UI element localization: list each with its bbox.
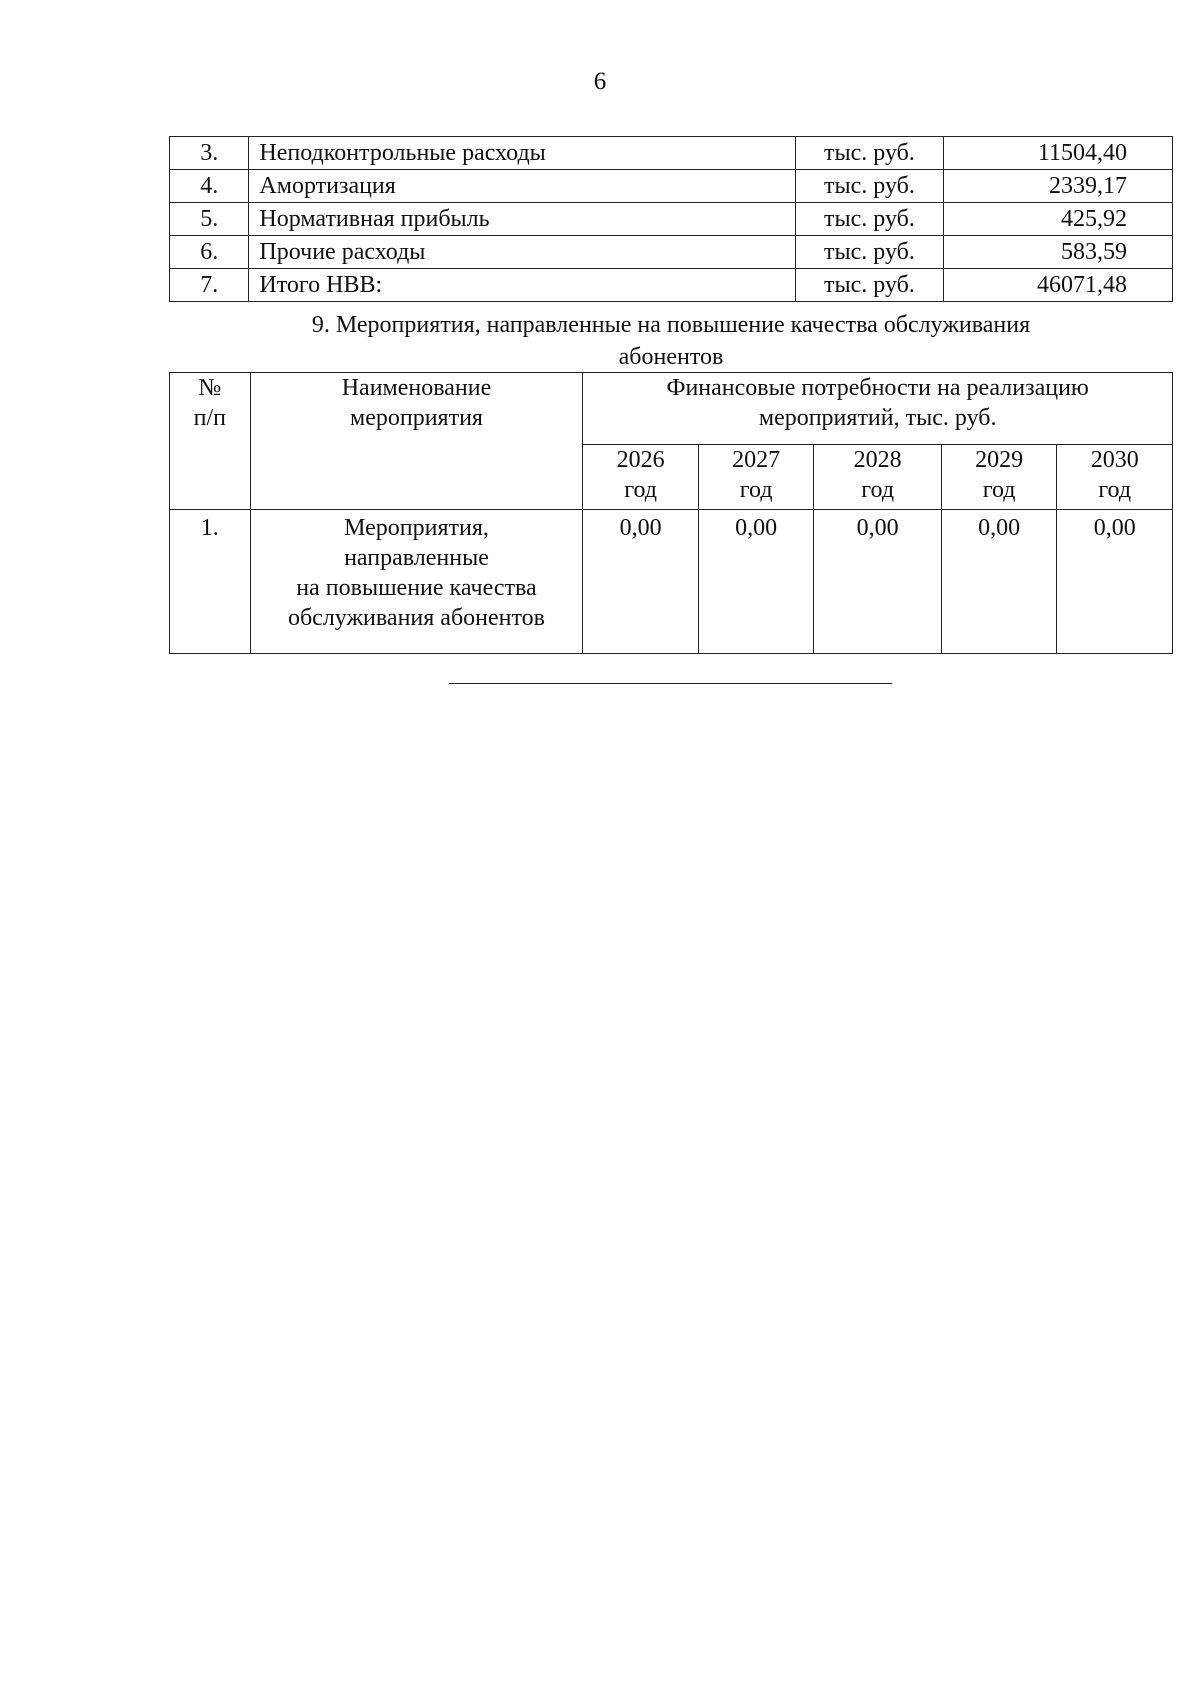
year-unit: год xyxy=(982,477,1016,503)
row-number: 6. xyxy=(170,236,249,269)
row-number: 7. xyxy=(170,269,249,302)
year-label: 2030 xyxy=(1090,447,1139,473)
value-cell: 0,00 xyxy=(814,510,941,654)
row-number: 5. xyxy=(170,203,249,236)
row-name-line: обслуживания абонентов xyxy=(287,605,546,631)
year-header xyxy=(583,445,699,510)
table-row xyxy=(170,236,1173,269)
row-name: Прочие расходы xyxy=(249,236,795,269)
end-divider xyxy=(449,683,892,684)
row-number: 3. xyxy=(170,137,249,170)
value-cell: 0,00 xyxy=(941,510,1057,654)
row-number: 1. xyxy=(170,510,251,654)
value-cell: 0,00 xyxy=(698,510,814,654)
section-heading-line: 9. Мероприятия, направленные на повышение качества обслуживания xyxy=(311,312,1031,338)
row-number: 4. xyxy=(170,170,249,203)
year-header xyxy=(814,445,941,510)
year-unit: год xyxy=(624,477,657,503)
row-name-line: на повышение качества xyxy=(296,575,537,601)
row-value: 2339,17 xyxy=(944,170,1173,203)
row-value: 583,59 xyxy=(944,236,1173,269)
year-label: 2029 xyxy=(975,447,1024,473)
year-header xyxy=(1057,445,1173,510)
year-unit: год xyxy=(739,477,773,503)
row-unit: тыс. руб. xyxy=(795,269,943,302)
section-heading xyxy=(169,309,1173,373)
header-name xyxy=(250,373,583,510)
header-name-line: Наименование xyxy=(341,375,492,401)
value-cell: 0,00 xyxy=(1057,510,1173,654)
row-unit: тыс. руб. xyxy=(795,170,943,203)
row-value: 11504,40 xyxy=(944,137,1173,170)
header-number xyxy=(170,373,251,510)
row-value: 46071,48 xyxy=(944,269,1173,302)
header-financing xyxy=(583,373,1173,445)
table-row xyxy=(170,269,1173,302)
row-unit: тыс. руб. xyxy=(795,137,943,170)
table-row xyxy=(170,137,1173,170)
page-number: 6 xyxy=(593,68,607,95)
header-financing-line: мероприятий, тыс. руб. xyxy=(758,405,997,431)
year-label: 2026 xyxy=(616,447,665,473)
value-cell: 0,00 xyxy=(583,510,699,654)
header-number-line: п/п xyxy=(193,405,226,431)
header-row xyxy=(170,373,1173,445)
measures-table xyxy=(169,372,1173,654)
row-value: 425,92 xyxy=(944,203,1173,236)
year-label: 2028 xyxy=(853,447,902,473)
row-unit: тыс. руб. xyxy=(795,203,943,236)
table-row xyxy=(170,170,1173,203)
row-name: Итого НВВ: xyxy=(249,269,795,302)
row-name: Амортизация xyxy=(249,170,795,203)
row-name: Неподконтрольные расходы xyxy=(249,137,795,170)
header-number-line: № xyxy=(198,375,222,401)
table-row xyxy=(170,203,1173,236)
section-heading-line: абонентов xyxy=(618,344,724,370)
year-unit: год xyxy=(1098,477,1132,503)
row-unit: тыс. руб. xyxy=(795,236,943,269)
row-name xyxy=(250,510,583,654)
year-label: 2027 xyxy=(732,447,781,473)
header-name-line: мероприятия xyxy=(350,405,483,431)
header-financing-line: Финансовые потребности на реализацию xyxy=(666,375,1089,401)
year-unit: год xyxy=(861,477,895,503)
budget-table xyxy=(169,136,1173,302)
table-row xyxy=(170,510,1173,654)
year-header xyxy=(698,445,814,510)
row-name-line: направленные xyxy=(344,545,489,571)
row-name: Нормативная прибыль xyxy=(249,203,795,236)
row-name-line: Мероприятия, xyxy=(344,515,489,541)
year-header xyxy=(941,445,1057,510)
